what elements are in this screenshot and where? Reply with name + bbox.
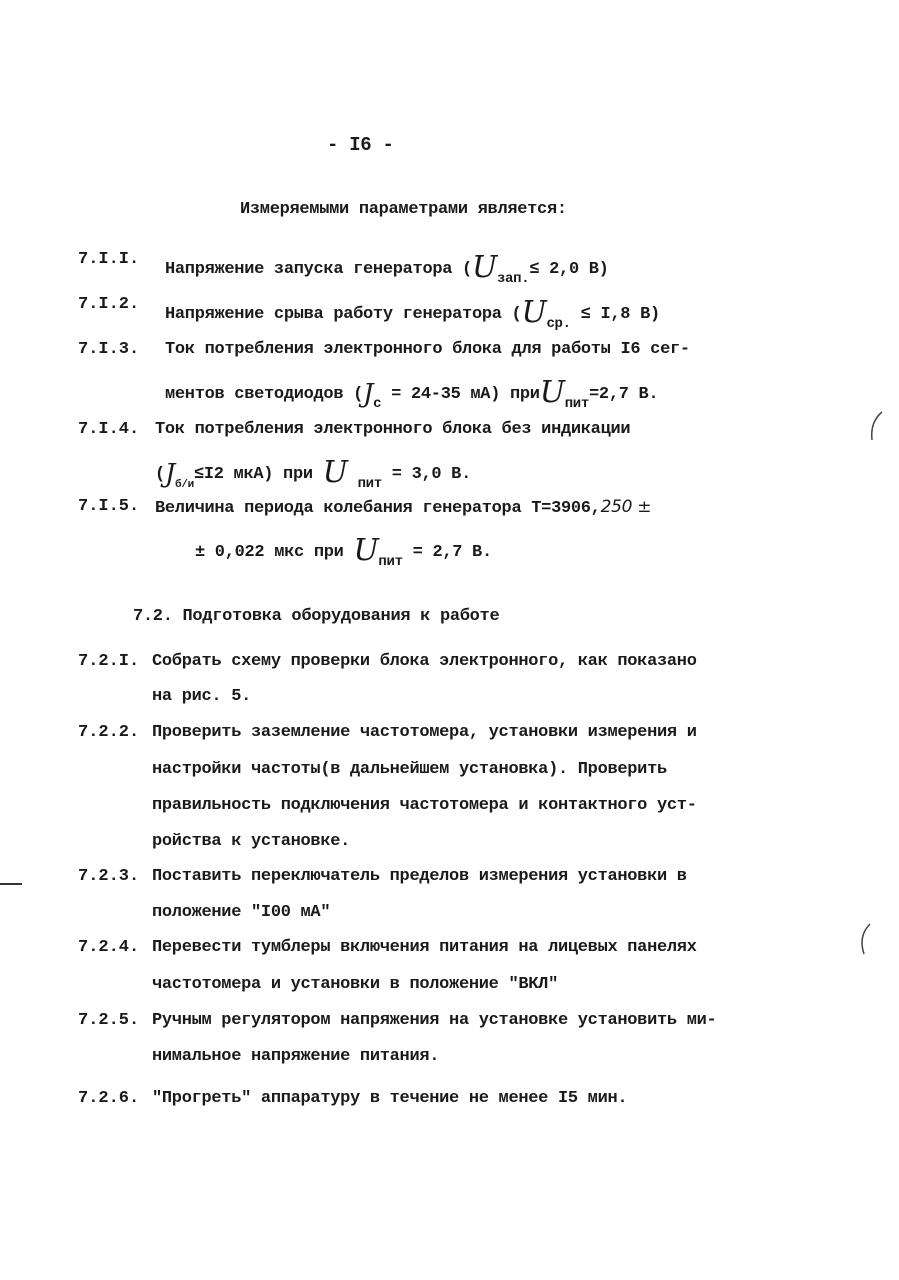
margin-dash-mark <box>0 883 22 885</box>
item-number: 7.2.5. <box>78 1011 140 1030</box>
text: = 2,7 В. <box>402 543 492 562</box>
text: Величина периода колебания генератора T=3906, <box>155 499 601 518</box>
current-symbol: J <box>164 459 176 489</box>
current-symbol: J <box>363 379 374 409</box>
item-text-line: на рис. 5. <box>152 687 252 706</box>
item-text-line: Поставить переключатель пределов измерения установки в <box>152 867 687 886</box>
handwritten-value: 250 ± <box>600 497 652 517</box>
punch-hole-mark <box>866 410 886 444</box>
item-text-line <box>195 533 492 570</box>
page-number: - I6 - <box>327 134 394 156</box>
text: ≤ I,8 В) <box>570 305 660 324</box>
item-text-line: ройства к установке. <box>152 832 351 851</box>
subscript: ср. <box>546 316 571 332</box>
item-text-line <box>155 455 471 492</box>
item-number: 7.I.2. <box>78 295 140 314</box>
item-text-line: правильность подключения частотомера и контактного уст- <box>152 796 697 815</box>
item-text-line <box>165 375 658 412</box>
voltage-symbol: U <box>539 375 565 410</box>
subsection-title: 7.2. Подготовка оборудования к работе <box>133 607 500 626</box>
item-number: 7.I.I. <box>78 250 140 269</box>
subscript: с <box>373 396 382 412</box>
text: ± 0,022 мкс при <box>195 543 354 562</box>
item-text-line: положение "I00 мА" <box>152 903 331 922</box>
text: = 3,0 В. <box>381 465 471 484</box>
item-text-line: Проверить заземление частотомера, установки измерения и <box>152 723 697 742</box>
voltage-symbol: U <box>521 295 547 330</box>
item-number: 7.I.4. <box>78 420 140 439</box>
text: Напряжение срыва работу генератора ( <box>165 305 522 324</box>
item-text-line: Ток потребления электронного блока без индикации <box>155 420 631 439</box>
item-number: 7.2.I. <box>78 652 140 671</box>
subscript: пит <box>378 554 403 570</box>
item-text-line: частотомера и установки в положение "ВКЛ" <box>152 975 558 994</box>
text: ( <box>155 465 165 484</box>
text: ментов светодиодов ( <box>165 385 364 404</box>
subscript: пит <box>564 396 590 412</box>
text: =2,7 В. <box>589 385 659 404</box>
text: ≤ 2,0 В) <box>529 260 609 279</box>
text: Напряжение запуска генератора ( <box>165 260 472 279</box>
item-number: 7.2.2. <box>78 723 140 742</box>
subscript: пит <box>357 476 382 492</box>
item-number: 7.2.6. <box>78 1089 140 1108</box>
item-text-line: Ток потребления электронного блока для работы I6 сег- <box>165 340 690 359</box>
item-text-line: нимальное напряжение питания. <box>152 1047 440 1066</box>
item-text <box>165 250 609 287</box>
item-text <box>165 295 660 332</box>
item-text-line <box>155 497 651 518</box>
punch-hole-mark <box>856 922 876 956</box>
item-text-line: "Прогреть" аппаратуру в течение не менее I5 мин. <box>152 1089 628 1108</box>
item-number: 7.2.4. <box>78 938 140 957</box>
text: = 24-35 мА) при <box>381 385 540 404</box>
voltage-symbol: U <box>353 533 379 568</box>
item-text-line: Перевести тумблеры включения питания на лицевых панелях <box>152 938 697 957</box>
subscript: б/и <box>175 479 194 491</box>
item-number: 7.I.3. <box>78 340 140 359</box>
item-text-line: Собрать схему проверки блока электронного, как показано <box>152 652 697 671</box>
item-text-line: настройки частоты(в дальнейшем установка). Проверить <box>152 760 667 779</box>
item-number: 7.2.3. <box>78 867 140 886</box>
section-heading: Измеряемыми параметрами является: <box>240 200 567 219</box>
item-number: 7.I.5. <box>78 497 140 516</box>
voltage-symbol: U <box>471 250 497 285</box>
subscript: зап. <box>496 271 530 287</box>
voltage-symbol: U <box>322 455 348 490</box>
text: ≤I2 мкА) при <box>193 465 313 484</box>
item-text-line: Ручным регулятором напряжения на установке установить ми- <box>152 1011 717 1030</box>
